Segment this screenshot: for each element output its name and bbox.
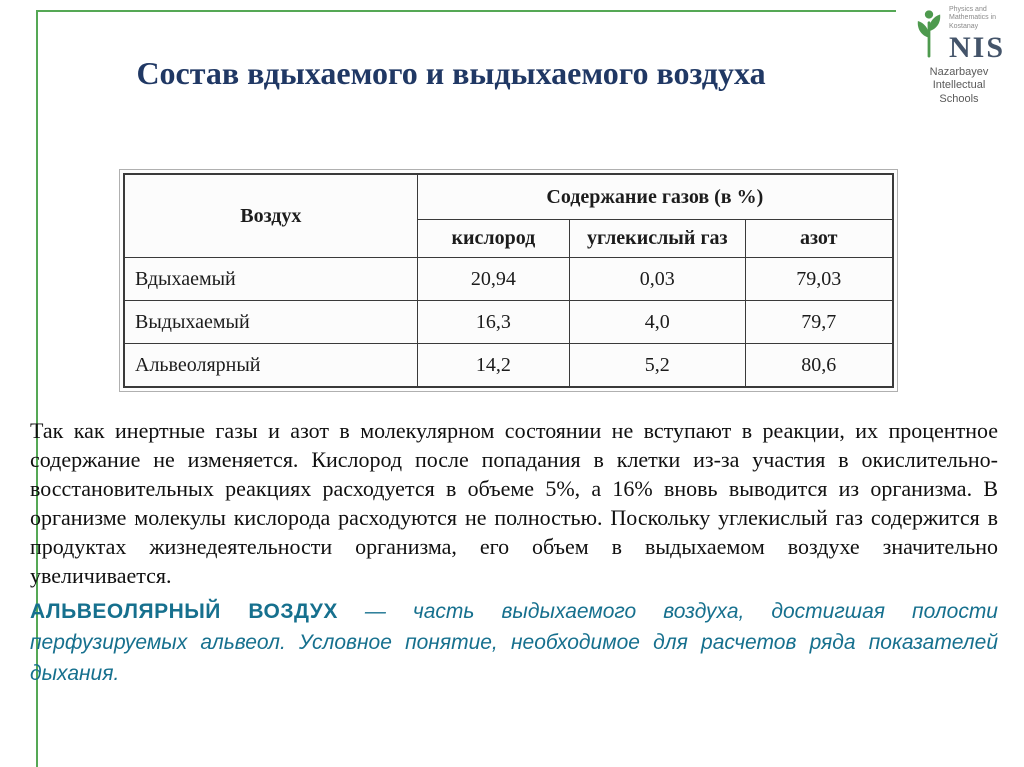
- definition-term: АЛЬВЕОЛЯРНЫЙ ВОЗДУХ: [30, 600, 338, 623]
- top-accent-line: [36, 10, 896, 12]
- row-label-exhaled: Выдыхаемый: [124, 301, 417, 344]
- nis-logo: [900, 6, 1018, 106]
- table-header-co2: углекислый газ: [570, 220, 745, 258]
- cell-exhaled-oxygen: 16,3: [417, 301, 569, 344]
- row-label-alveolar: Альвеолярный: [124, 344, 417, 388]
- table-row: [124, 258, 893, 301]
- nis-logo-text: [949, 6, 1005, 63]
- table-row: [124, 344, 893, 388]
- text-block: [30, 416, 998, 689]
- cell-alveolar-co2: 5,2: [570, 344, 745, 388]
- body-paragraph: Так как инертные газы и азот в молекулярном состоянии не вступают в реакции, их процентное содержание не изменяется. Кислород после попадания в клетки из-за участия в окислительно-восстановительных реакциях расходуется в объеме 5%, а 16% вновь выводится из организма. В организме молекулы кислорода расходуются не полностью. Поскольку углекислый газ содержится в продуктах жизнедеятельности организма, его объем в выдыхаемом воздухе значительно увеличивается.: [30, 418, 998, 588]
- slide-title: Состав вдыхаемого и выдыхаемого воздуха: [136, 55, 766, 91]
- logo-tagline: Physics and Mathematics in Kostanay: [948, 6, 997, 30]
- gas-composition-table: [119, 169, 898, 392]
- table-header-oxygen: кислород: [417, 220, 569, 258]
- cell-alveolar-nitrogen: 80,6: [745, 344, 893, 388]
- cell-alveolar-oxygen: 14,2: [417, 344, 569, 388]
- definition-text: — часть выдыхаемого воздуха, достигшая полости перфузируемых альвеол. Условное понятие, необходимое для расчетов ряда показателей дыхания.: [30, 600, 998, 685]
- cell-inhaled-co2: 0,03: [570, 258, 745, 301]
- row-label-inhaled: Вдыхаемый: [124, 258, 417, 301]
- cell-inhaled-oxygen: 20,94: [417, 258, 569, 301]
- definition-paragraph: [30, 596, 998, 689]
- table-header-nitrogen: азот: [745, 220, 893, 258]
- cell-exhaled-nitrogen: 79,7: [745, 301, 893, 344]
- cell-exhaled-co2: 4,0: [570, 301, 745, 344]
- table-header-gases-group: Содержание газов (в %): [417, 174, 893, 220]
- nis-logo-row: [900, 6, 1018, 63]
- table-header-air: Воздух: [124, 174, 417, 258]
- tree-icon: [913, 8, 945, 63]
- logo-org-name: NIS: [948, 31, 1006, 65]
- logo-subtitle: Nazarbayev Intellectual Schools: [929, 66, 989, 105]
- cell-inhaled-nitrogen: 79,03: [745, 258, 893, 301]
- table-row: [124, 301, 893, 344]
